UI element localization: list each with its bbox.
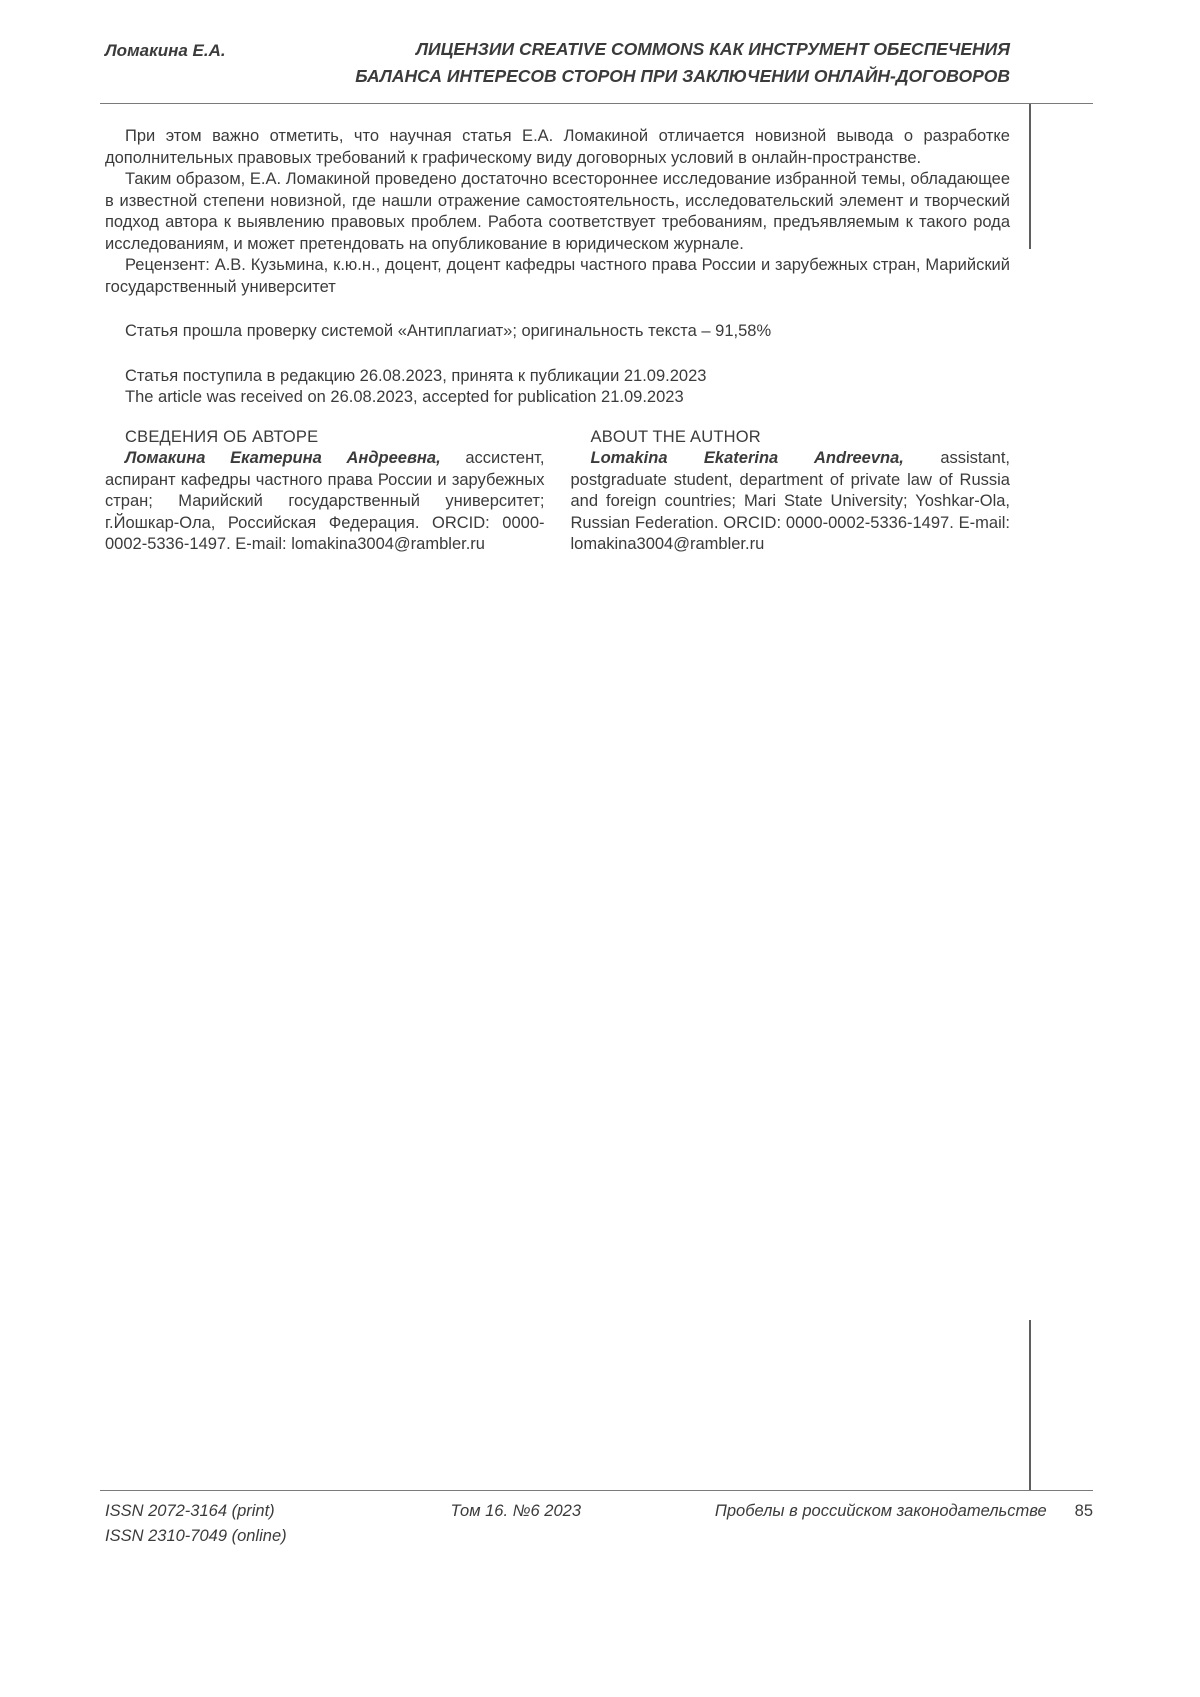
- author-name-ru: Ломакина Екатерина Андреевна,: [125, 449, 441, 467]
- journal-name: Пробелы в российском законодательстве: [714, 1502, 1047, 1520]
- page-footer: [105, 1499, 1093, 1549]
- author-name-en: Lomakina Ekaterina Andreevna,: [590, 449, 904, 467]
- issn-block: [105, 1499, 287, 1549]
- right-margin-rule-bottom: [1029, 1320, 1031, 1490]
- page-body: [105, 126, 1010, 556]
- about-author-column-ru: [105, 427, 545, 556]
- about-author-text-en: [571, 448, 1011, 556]
- page-header: [105, 36, 1010, 90]
- about-author-heading-en: ABOUT THE AUTHOR: [590, 427, 761, 446]
- body-paragraph-reviewer: Рецензент: А.В. Кузьмина, к.ю.н., доцент, доцент кафедры частного права России и зарубежных стран, Марийский государственный университет: [105, 256, 1010, 296]
- footer-rule: [100, 1490, 1093, 1491]
- about-author-section: [105, 427, 1010, 556]
- running-title-line1: ЛИЦЕНЗИИ CREATIVE COMMONS КАК ИНСТРУМЕНТ ОБЕСПЕЧЕНИЯ: [415, 39, 1010, 59]
- issn-online: ISSN 2310-7049 (online): [105, 1527, 287, 1545]
- running-author: Ломакина Е.А.: [105, 41, 226, 60]
- header-rule: [100, 103, 1093, 104]
- page-number: 85: [1074, 1502, 1093, 1520]
- volume-issue-info: Том 16. №6 2023: [450, 1502, 581, 1520]
- author-details-ru: ассистент, аспирант кафедры частного права России и зарубежных стран; Марийский государственный университет; г.Йошкар-Ола, Российская Федерация. ORCID: 0000-0002-5336-1497. E-mail: lomakina3004@rambler.ru: [105, 449, 545, 553]
- running-title-line2: БАЛАНСА ИНТЕРЕСОВ СТОРОН ПРИ ЗАКЛЮЧЕНИИ ОНЛАЙН-ДОГОВОРОВ: [355, 66, 1010, 86]
- author-details-en: assistant, postgraduate student, department of private law of Russia and foreign countries; Mari State University; Yoshkar-Ola, Russian Federation. ORCID: 0000-0002-5336-1497. E-mail: lomakina3004@rambler.ru: [570, 449, 1011, 553]
- body-paragraph-conclusion: Таким образом, Е.А. Ломакиной проведено достаточно всестороннее исследование избранной темы, обладающее в известной степени новизной, где нашли отражение самостоятельность, исследовательский элемент и творческий подход автора к выявлению правовых проблем. Работа соответствует требованиям, предъявляемым к такого рода исследованиям, и может претендовать на опубликование в юридическом журнале.: [105, 170, 1010, 253]
- received-date-ru: Статья поступила в редакцию 26.08.2023, принята к публикации 21.09.2023: [125, 366, 707, 385]
- journal-name-block: [715, 1499, 1093, 1524]
- running-title: [355, 36, 1010, 90]
- right-margin-rule-top: [1029, 104, 1031, 249]
- body-paragraph-novelty: При этом важно отметить, что научная статья Е.А. Ломакиной отличается новизной вывода о разработке дополнительных правовых требований к графическому виду договорных условий в онлайн-пространстве.: [105, 127, 1010, 167]
- antiplagiat-note: Статья прошла проверку системой «Антиплагиат»; оригинальность текста – 91,58%: [125, 322, 772, 340]
- about-author-text-ru: [105, 448, 545, 556]
- issn-print: ISSN 2072-3164 (print): [105, 1502, 275, 1520]
- about-author-heading-ru: СВЕДЕНИЯ ОБ АВТОРЕ: [125, 427, 319, 446]
- about-author-column-en: [571, 427, 1011, 556]
- received-date-en: The article was received on 26.08.2023, accepted for publication 21.09.2023: [125, 388, 684, 406]
